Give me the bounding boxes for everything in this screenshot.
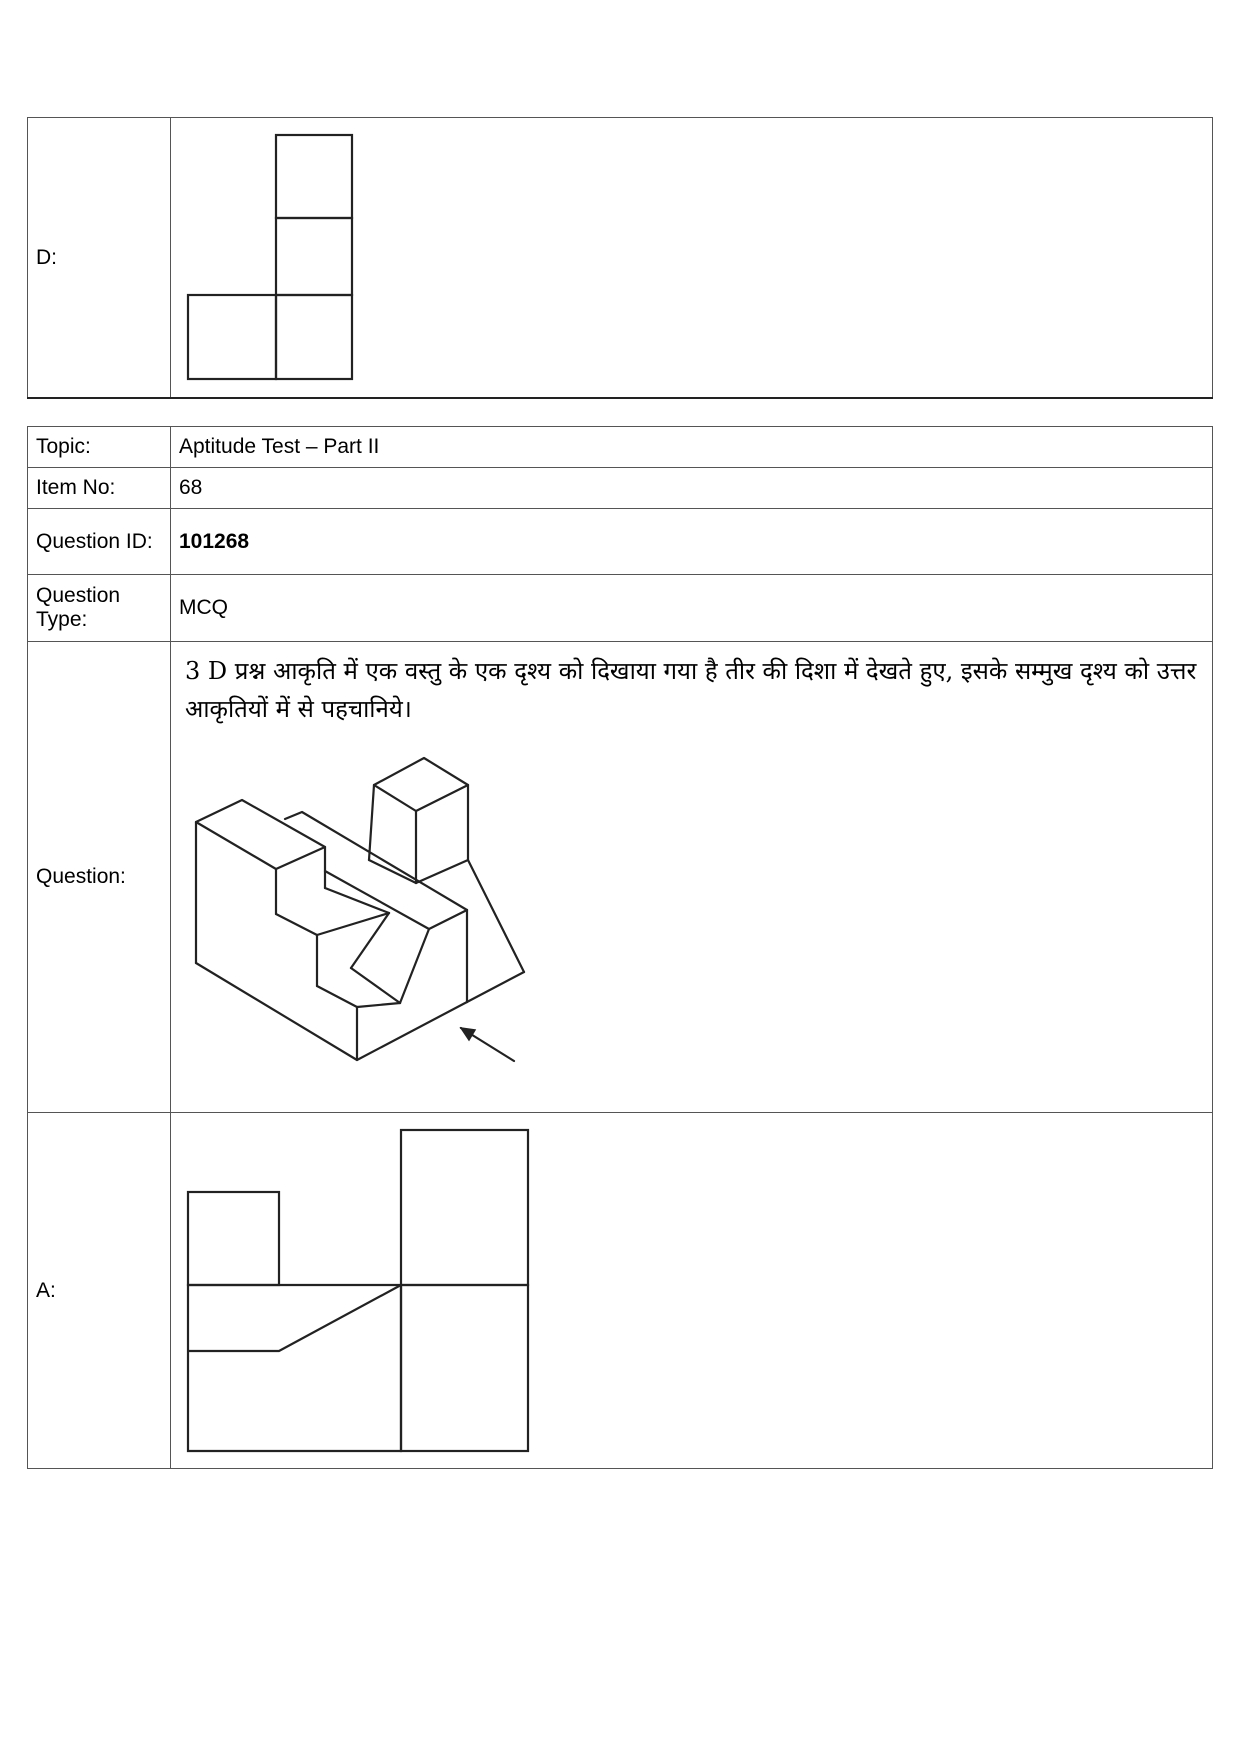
question-type-value: MCQ <box>171 575 1213 642</box>
option-d-label: D: <box>28 118 171 399</box>
question-id-value: 101268 <box>171 509 1213 575</box>
question-row <box>28 642 1213 1113</box>
question-cell <box>171 642 1213 1113</box>
isometric-object-figure <box>171 728 591 1088</box>
question-id-label: Question ID: <box>28 509 171 575</box>
option-a-figure-cell <box>171 1113 1213 1469</box>
option-a-label: A: <box>28 1113 171 1469</box>
question-text: 3 D प्रश्न आकृति में एक वस्तु के एक दृश्य को दिखाया गया है तीर की दिशा में देखते हुए, इसके सम्मुख दृश्य को उत्तर आकृतियों में से पहचानिये। <box>185 657 1197 723</box>
question-table <box>27 426 1213 1469</box>
item-no-label: Item No: <box>28 468 171 509</box>
question-id-row <box>28 509 1213 575</box>
item-no-row <box>28 468 1213 509</box>
option-d-row <box>28 118 1213 399</box>
topic-label: Topic: <box>28 427 171 468</box>
option-d-table <box>27 117 1213 399</box>
topic-value: Aptitude Test – Part II <box>171 427 1213 468</box>
question-label: Question: <box>28 642 171 1113</box>
item-no-value: 68 <box>171 468 1213 509</box>
topic-row <box>28 427 1213 468</box>
option-a-figure <box>171 1113 531 1468</box>
option-a-row <box>28 1113 1213 1469</box>
option-d-figure <box>171 118 371 397</box>
question-type-label: Question Type: <box>28 575 171 642</box>
option-d-figure-cell <box>171 118 1213 399</box>
question-type-row <box>28 575 1213 642</box>
